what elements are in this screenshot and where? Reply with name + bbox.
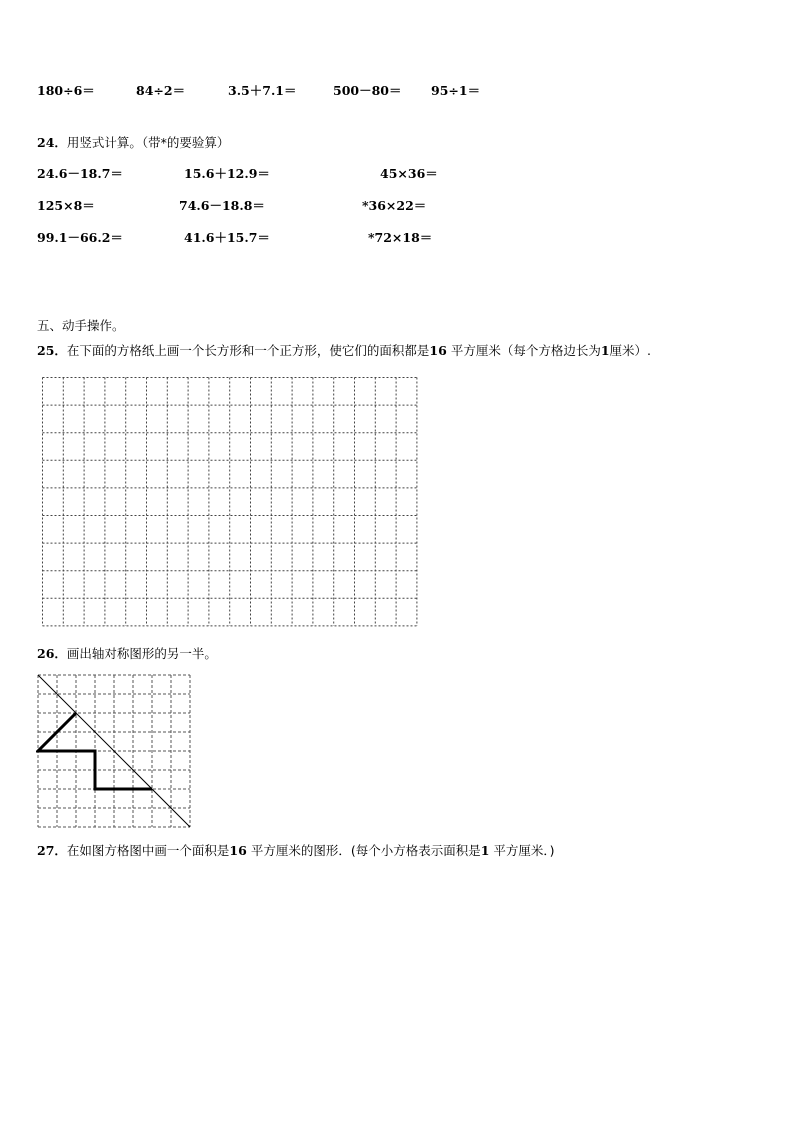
problem-4: 500－80＝: [333, 83, 402, 98]
q24-r2-c1: 125×8＝: [37, 198, 95, 213]
q26-text: [37, 646, 217, 662]
q25-num1: 1: [600, 343, 610, 358]
q24-r2-c2: 74.6－18.8＝: [179, 198, 265, 213]
q25-number: 25．: [37, 343, 67, 358]
q26-text-body: 画出轴对称图形的另一半。: [66, 646, 217, 661]
q25-text: [37, 343, 651, 359]
q24-r2-c3: *36×22＝: [362, 198, 427, 213]
q25-text-b: 平方厘米（每个方格边长为: [450, 343, 601, 358]
q24-r1-c1: 24.6－18.7＝: [37, 166, 123, 181]
q27-text-a: 在如图方格图中画一个面积是: [66, 843, 230, 858]
q24-r1-c2: 15.6＋12.9＝: [184, 166, 270, 181]
q27-text: [37, 843, 555, 859]
problem-5: 95÷1＝: [431, 83, 481, 98]
q25-text-a: 在下面的方格纸上画一个长方形和一个正方形，使它们的面积都是: [66, 343, 430, 358]
q24-number: 24．: [37, 135, 67, 150]
problem-3: 3.5＋7.1＝: [228, 83, 297, 98]
q24-text: 用竖式计算。（带*的要验算）: [66, 135, 230, 150]
q27-text-b: 平方厘米的图形．(每个小方格表示面积是: [250, 843, 481, 858]
q27-num1: 1: [480, 843, 490, 858]
q24-r3-c1: 99.1－66.2＝: [37, 230, 123, 245]
section-5-title: 五、动手操作。: [37, 318, 125, 333]
q27-num16: 16: [229, 843, 247, 858]
q27-number: 27．: [37, 843, 67, 858]
problem-1: 180÷6＝: [37, 83, 95, 98]
q27-text-c: 平方厘米．): [493, 843, 555, 858]
q25-grid[interactable]: [40, 375, 420, 630]
q24-r1-c3: 45×36＝: [380, 166, 438, 181]
q24-r3-c3: *72×18＝: [368, 230, 433, 245]
q26-grid[interactable]: [36, 673, 194, 831]
q24-heading: [37, 135, 229, 151]
q25-text-c: 厘米）.: [609, 343, 652, 358]
q25-num16: 16: [429, 343, 447, 358]
q26-number: 26．: [37, 646, 67, 661]
q24-r3-c2: 41.6＋15.7＝: [184, 230, 270, 245]
problem-2: 84÷2＝: [136, 83, 186, 98]
